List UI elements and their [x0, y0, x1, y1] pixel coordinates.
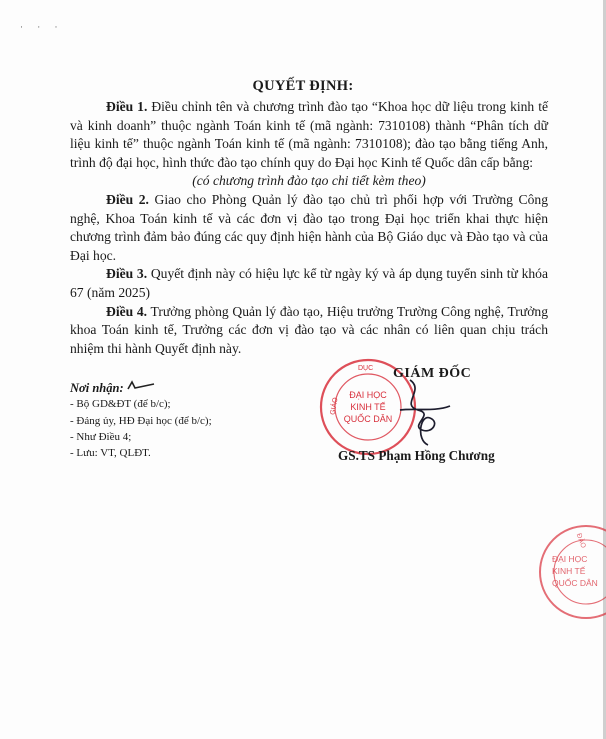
partial-seal-line-1: ĐẠI HỌC	[552, 554, 588, 564]
decision-body	[70, 98, 548, 358]
recipient-item: - Như Điều 4;	[70, 430, 132, 443]
article-1-text: Điều chỉnh tên và chương trình đào tạo “Khoa học dữ liệu trong kinh tế và kinh doanh” thuộc ngành Toán kinh tế (mã ngành: 7310108) thành “Phân tích dữ liệu kinh tế” thuộc ngành Toán kinh tế (mã ngành: 7310108); đào tạo bằng tiếng Anh, trình độ đại học, hình thức đào tạo chính quy do Đại học Kinh tế Quốc dân cấp bằng:	[70, 99, 549, 170]
seal-ring-top: DỤC	[358, 365, 374, 372]
recipient-item: - Bộ GD&ĐT (để b/c);	[70, 398, 171, 411]
seal-line-2: KINH TẾ	[350, 402, 386, 412]
initial-mark-icon	[126, 376, 156, 392]
seal-line-1: ĐẠI HỌC	[349, 390, 387, 400]
article-4	[70, 303, 548, 359]
recipients-list	[70, 396, 212, 461]
partial-seal	[516, 522, 606, 622]
decision-title: QUYẾT ĐỊNH:	[252, 78, 354, 94]
seal-ring-left: GIÁO	[329, 397, 340, 416]
recipients-heading: Nơi nhận:	[70, 381, 124, 395]
article-2-label: Điều 2.	[106, 191, 149, 207]
recipients-block	[70, 380, 212, 461]
signer-position: GIÁM ĐỐC	[393, 366, 472, 381]
seal-line-3: QUỐC DÂN	[343, 414, 393, 424]
article-4-text: Trưởng phòng Quản lý đào tạo, Hiệu trưởng Trường Công nghệ, Trưởng khoa Toán kinh tế, Trưởng các đơn vị đào tạo và các nhân có liên quan chịu trách nhiệm thi hành Quyết định này.	[70, 303, 548, 356]
partial-seal-ring: ĐÀO	[574, 532, 587, 550]
article-1	[70, 98, 548, 172]
article-2	[70, 191, 548, 265]
article-4-label: Điều 4.	[106, 303, 148, 319]
article-1-label: Điều 1.	[106, 99, 148, 114]
partial-seal-line-2: KINH TẾ	[552, 566, 586, 576]
article-3	[70, 265, 548, 302]
handwritten-signature	[380, 370, 460, 450]
article-3-label: Điều 3.	[106, 266, 148, 282]
recipient-item: - Đảng ủy, HĐ Đại học (để b/c);	[70, 414, 212, 427]
partial-seal-line-3: QUỐC DÂN	[552, 578, 598, 588]
scan-speckles: · · ·	[20, 22, 64, 32]
attachment-note: (có chương trình đào tạo chi tiết kèm theo)	[192, 173, 426, 189]
article-3-text: Quyết định này có hiệu lực kể từ ngày ký và áp dụng tuyển sinh từ khóa 67 (năm 2025)	[70, 266, 549, 300]
signer-name: GS.TS Phạm Hồng Chương	[338, 448, 495, 463]
article-2-text: Giao cho Phòng Quản lý đào tạo chủ trì phối hợp với Trường Công nghệ, Khoa Toán kinh tế và các đơn vị đào tạo trong Đại học triển khai thực hiện chương trình đảm bảo đúng các quy định hiện hành của Bộ Giáo dục và Đào tạo và của Đại học.	[70, 191, 548, 263]
recipient-item: - Lưu: VT, QLĐT.	[70, 447, 151, 460]
